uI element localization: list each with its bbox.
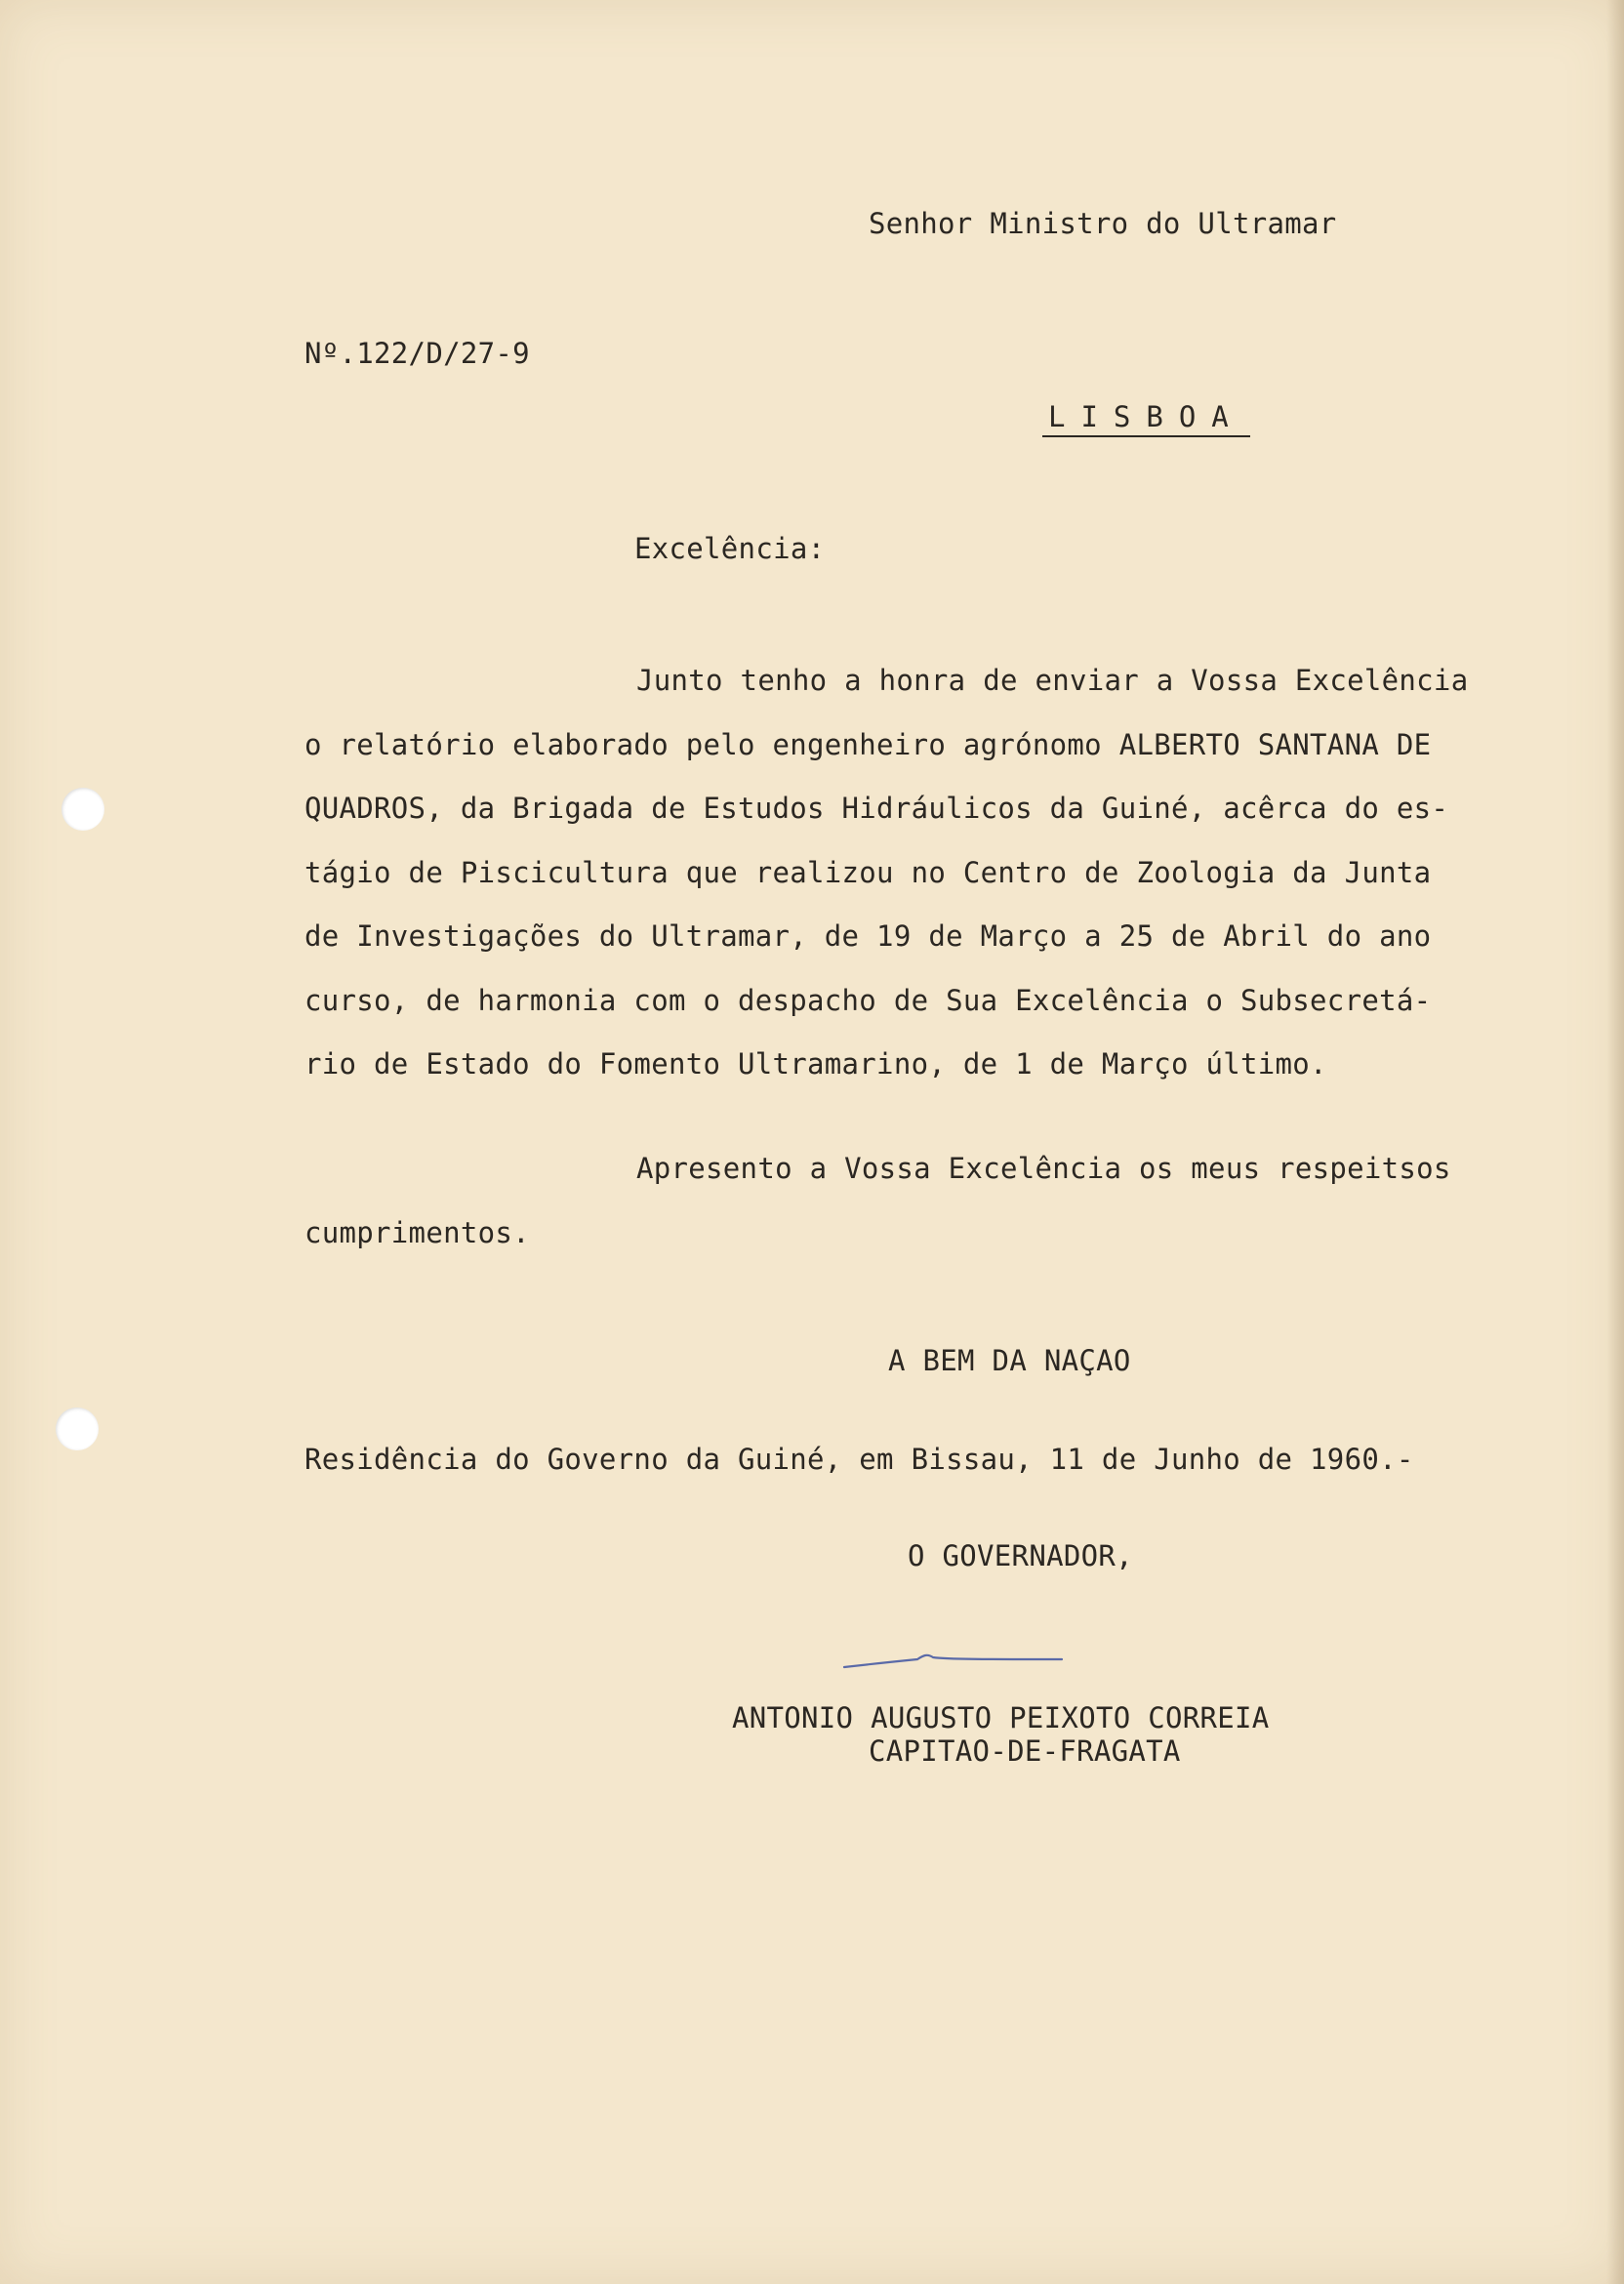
signer-name: ANTONIO AUGUSTO PEIXOTO CORREIA — [732, 1701, 1270, 1734]
signer-rank: CAPITAO-DE-FRAGATA — [869, 1734, 1181, 1768]
salutation: Excelência: — [634, 532, 826, 565]
signer-title: O GOVERNADOR, — [908, 1539, 1133, 1572]
body-line: Junto tenho a honra de enviar a Vossa Excelência — [636, 664, 1469, 697]
signature-block — [732, 1701, 1357, 1768]
body-line: tágio de Piscicultura que realizou no Centro de Zoologia da Junta — [304, 855, 1432, 889]
body-line: cumprimentos. — [304, 1215, 530, 1249]
place-and-date: Residência do Governo da Guiné, em Bissau, 11 de Junho de 1960.- — [304, 1443, 1414, 1476]
body-paragraph-2 — [304, 1137, 1573, 1265]
body-line: Apresento a Vossa Excelência os meus respeitsos — [636, 1152, 1451, 1185]
city-heading: LISBOA — [1042, 400, 1250, 437]
handwritten-signature — [839, 1646, 1074, 1675]
punch-hole — [56, 1407, 99, 1450]
addressee: Senhor Ministro do Ultramar — [869, 207, 1337, 240]
reference-number: Nº.122/D/27-9 — [304, 337, 530, 370]
body-paragraph-1 — [304, 649, 1573, 1097]
punch-hole — [61, 788, 104, 831]
body-line: de Investigações do Ultramar, de 19 de Março a 25 de Abril do ano — [304, 919, 1432, 953]
body-line: o relatório elaborado pelo engenheiro agrónomo ALBERTO SANTANA DE — [304, 727, 1432, 761]
motto: A BEM DA NAÇAO — [888, 1344, 1131, 1377]
body-line: QUADROS, da Brigada de Estudos Hidráulicos da Guiné, acêrca do es- — [304, 792, 1449, 825]
body-line: rio de Estado do Fomento Ultramarino, de 1 de Março último. — [304, 1047, 1327, 1081]
body-line: curso, de harmonia com o despacho de Sua Excelência o Subsecretá- — [304, 983, 1432, 1017]
